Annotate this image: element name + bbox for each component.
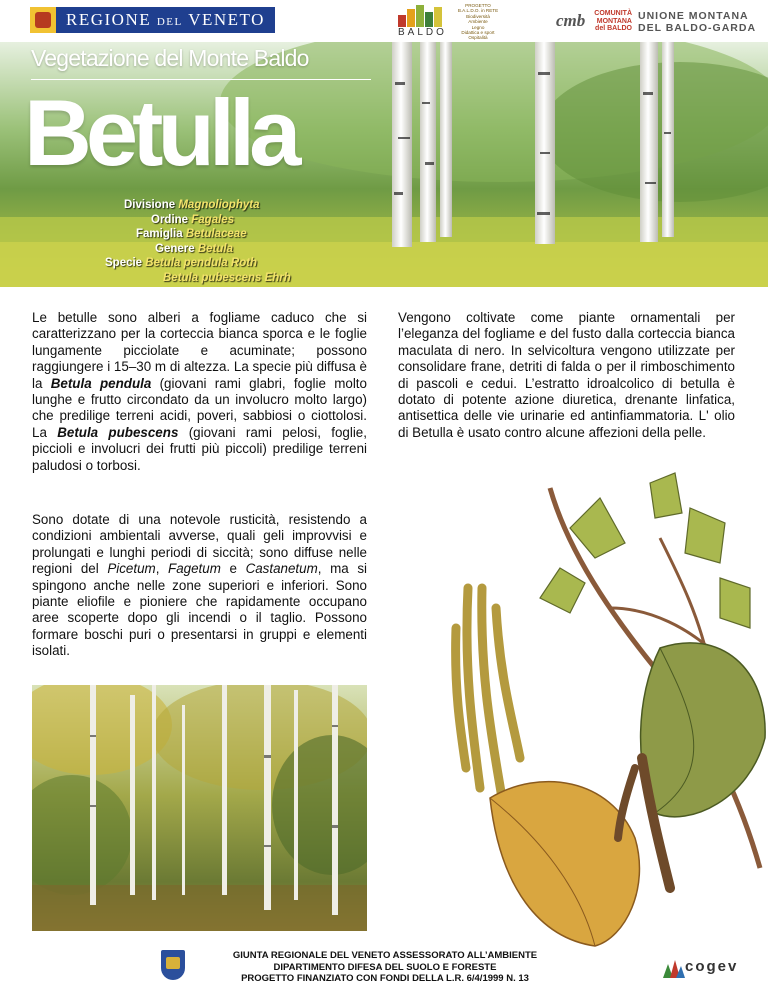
page-title: Betulla: [24, 80, 296, 185]
regione-veneto-logo: [30, 7, 275, 33]
hero-banner: [0, 42, 768, 287]
paragraph-habitat: Sono dotate di una notevole rusticità, resistendo a condizioni ambientali avverse, quali geli improvvisi e prolungati e lunghi periodi di siccità; sono diffuse nelle regioni del Picetum, Fagetum e Castanetum, ma si spingono anche nelle zone superiori e inferiori. Sono piante eliofile e pioniere che rapidamente occupano aree scoperte dopo gli incendi o il taglio. Possono formare boschi puri o presentarsi in gruppi e elementi isolati.: [32, 512, 367, 659]
text-column-left-lower: [32, 512, 367, 660]
paragraph-description: Le betulle sono alberi a fogliame caduco che si caratterizzano per la corteccia bianca sporca e le foglie lungamente picciolate e acuminate; possono raggiungere i 15–30 m di altezza. La specie più diffusa è la Betula pendula (giovani rami glabri, foglie molto lunghe e frutto circondato da un involucro molto largo) che predilige terreni acidi, poveri, sabbiosi o ciottolosi. La Betula pubescens (giovani rami pelosi, foglie, piccioli e involucri dei frutti più piccoli) predilige terreni paludosi o torbosi.: [32, 310, 367, 473]
footer-line: PROGETTO FINANZIATO CON FONDI DELLA L.R. 6/4/1999 N. 13: [241, 973, 529, 984]
baldo-project-lines: PROGETTO B.A.L.D.O. in RETE Biodiversità Ambiente Legno Didattica e sport Ospitalità: [457, 3, 499, 41]
baldo-project-logo: [398, 3, 504, 39]
cogev-trees-icon: [663, 958, 685, 978]
taxonomy-row: Ordine Fagales: [151, 213, 235, 226]
comunita-text: COMUNITÀ MONTANA del BALDO: [594, 10, 632, 32]
veneto-shield-icon: [161, 950, 185, 980]
unione-montana-text: UNIONE MONTANA DEL BALDO-GARDA: [638, 10, 757, 34]
footer-line: DIPARTIMENTO DIFESA DEL SUOLO E FORESTE: [273, 961, 497, 973]
taxonomy-row: Famiglia Betulaceae: [136, 228, 247, 240]
hero-subtitle: Vegetazione del Monte Baldo: [31, 45, 309, 71]
footer-credits: [190, 950, 580, 985]
baldo-word: BALDO: [398, 27, 447, 38]
paragraph-uses: Vengono coltivate come piante ornamentali per l’eleganza del fogliame e del fusto dalla corteccia bianca maculata di nero. In selvicoltura vengono utilizzate per consolidare frane, detriti di falda o per il rimboschimento di pascoli e cedui. L’estratto idroalcolico di betulla è dotato di potente azione diuretica, drenante linfatica, antisettica delle vie urinarie ed antinfiammatoria. L' olio di Betulla è usato contro alcune affezioni della pelle.: [398, 310, 735, 440]
text-column-right: [398, 310, 735, 441]
page-header: [0, 0, 768, 42]
cogev-logo: [663, 958, 745, 980]
taxonomy-row: Betula pubescens Ehrh: [163, 271, 291, 284]
footer-line: GIUNTA REGIONALE DEL VENETO ASSESSORATO ALL’AMBIENTE: [232, 950, 538, 961]
text-column-left: [32, 310, 367, 474]
birch-botanical-illustration: [420, 468, 768, 948]
birch-forest-photo: [32, 685, 367, 931]
taxonomy-row: Divisione Magnoliophyta: [124, 199, 260, 211]
page-footer: [0, 945, 768, 994]
comunita-montana-logo: [556, 8, 757, 36]
regione-veneto-text: REGIONE DEL VENETO: [66, 10, 265, 29]
cm-mark-icon: cmb: [556, 11, 586, 30]
forest-image: [32, 685, 367, 931]
regione-shield-icon: [30, 7, 56, 33]
birch-branch-image: [420, 468, 768, 948]
taxonomy-row: Genere Betula: [155, 242, 233, 255]
baldo-blocks-icon: [398, 5, 446, 27]
cogev-text: cogev: [685, 958, 739, 975]
taxonomy-row: Specie Betula pendula Roth: [105, 257, 258, 269]
taxonomy-box: [105, 198, 355, 285]
